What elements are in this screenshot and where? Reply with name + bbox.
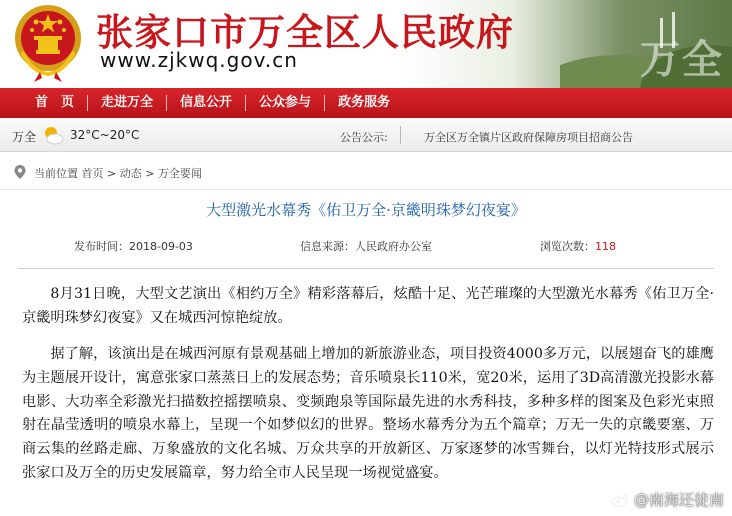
banner-text: 万全 — [640, 36, 724, 83]
article-paragraph: 8月31日晚，大型文艺演出《相约万全》精彩落幕后，炫酷十足、光芒璀璨的大型激光水幕秀《佑卫万全·京畿明珠梦幻夜宴》又在城西河惊艳绽放。 — [22, 286, 714, 326]
weather-temperature: 32°C~20°C — [70, 128, 140, 142]
notice-label: 公告公示: — [340, 131, 388, 144]
view-count-value: 118 — [595, 240, 616, 253]
article-title: 大型激光水幕秀《佑卫万全·京畿明珠梦幻夜宴》 — [206, 201, 526, 219]
breadcrumb-home[interactable]: 首页 — [81, 167, 104, 180]
publish-date-label: 发布时间： — [74, 240, 129, 253]
breadcrumb-trail — [34, 165, 202, 181]
partly-sunny-icon — [42, 124, 64, 146]
notice-link[interactable]: 万全区万全镇片区政府保障房项目招商公告 — [424, 131, 633, 144]
breadcrumb-news[interactable]: 万全要闻 — [157, 167, 202, 180]
info-source-value: 人民政府办公室 — [355, 240, 432, 253]
nav-government-services[interactable]: 政务服务 — [338, 95, 391, 110]
breadcrumb-dynamics[interactable]: 动态 — [119, 167, 142, 180]
watermark-text: @南海还徒南 — [633, 491, 724, 509]
weibo-icon — [611, 493, 629, 507]
national-emblem-icon[interactable] — [12, 2, 84, 82]
weibo-watermark — [611, 489, 724, 510]
nav-public-participation[interactable]: 公众参与 — [259, 95, 312, 110]
info-source-label: 信息来源： — [300, 240, 355, 253]
site-title: 张家口市万全区人民政府 — [96, 10, 514, 54]
breadcrumb-prefix: 当前位置 — [34, 167, 78, 180]
article-paragraph: 据了解，该演出是在城西河原有景观基础上增加的新旅游业态，项目投资4000多万元，以展翅奋飞的雄鹰为主题展开设计，寓意张家口蒸蒸日上的发展态势；音乐喷泉长110米，宽20米，运用了3D高清激光投影水幕电影、大功率全彩激光扫描数控摇摆喷泉、变频跑泉等国际最先进的水秀科技，多种多样的图案及色彩光束照射在晶莹透明的喷泉水幕上，呈现一个如梦似幻的世界。整场水幕秀分为五个篇章；万无一失的京畿要塞、万商云集的丝路走廊、万象盛放的文化名城、万众共享的开放新区、万家逐梦的冰雪舞台，以灯光特技形式展示张家口及万全的历史发展篇章，努力给全市人民呈现一场视觉盛宴。 — [22, 346, 714, 481]
main-nav — [0, 88, 732, 118]
breadcrumb — [0, 152, 732, 190]
site-url[interactable]: www.zjkwq.gov.cn — [100, 48, 298, 72]
publish-date-value: 2018-09-03 — [129, 240, 193, 253]
nav-home[interactable]: 首 页 — [35, 95, 75, 110]
breadcrumb-separator: > — [107, 167, 117, 180]
publish-date — [74, 238, 193, 254]
notice-divider — [400, 126, 401, 144]
nav-info-disclosure[interactable]: 信息公开 — [180, 95, 233, 110]
view-count — [540, 238, 616, 254]
info-source — [300, 238, 432, 254]
breadcrumb-separator: > — [145, 167, 155, 180]
view-count-label: 浏览次数： — [540, 240, 595, 253]
info-bar — [0, 118, 732, 152]
site-header — [0, 0, 732, 88]
article-meta — [0, 228, 732, 264]
home-pin-icon — [12, 164, 28, 180]
weather-city: 万全 — [12, 130, 37, 144]
nav-about-wanquan[interactable]: 走进万全 — [101, 95, 154, 110]
meta-divider — [18, 268, 714, 269]
